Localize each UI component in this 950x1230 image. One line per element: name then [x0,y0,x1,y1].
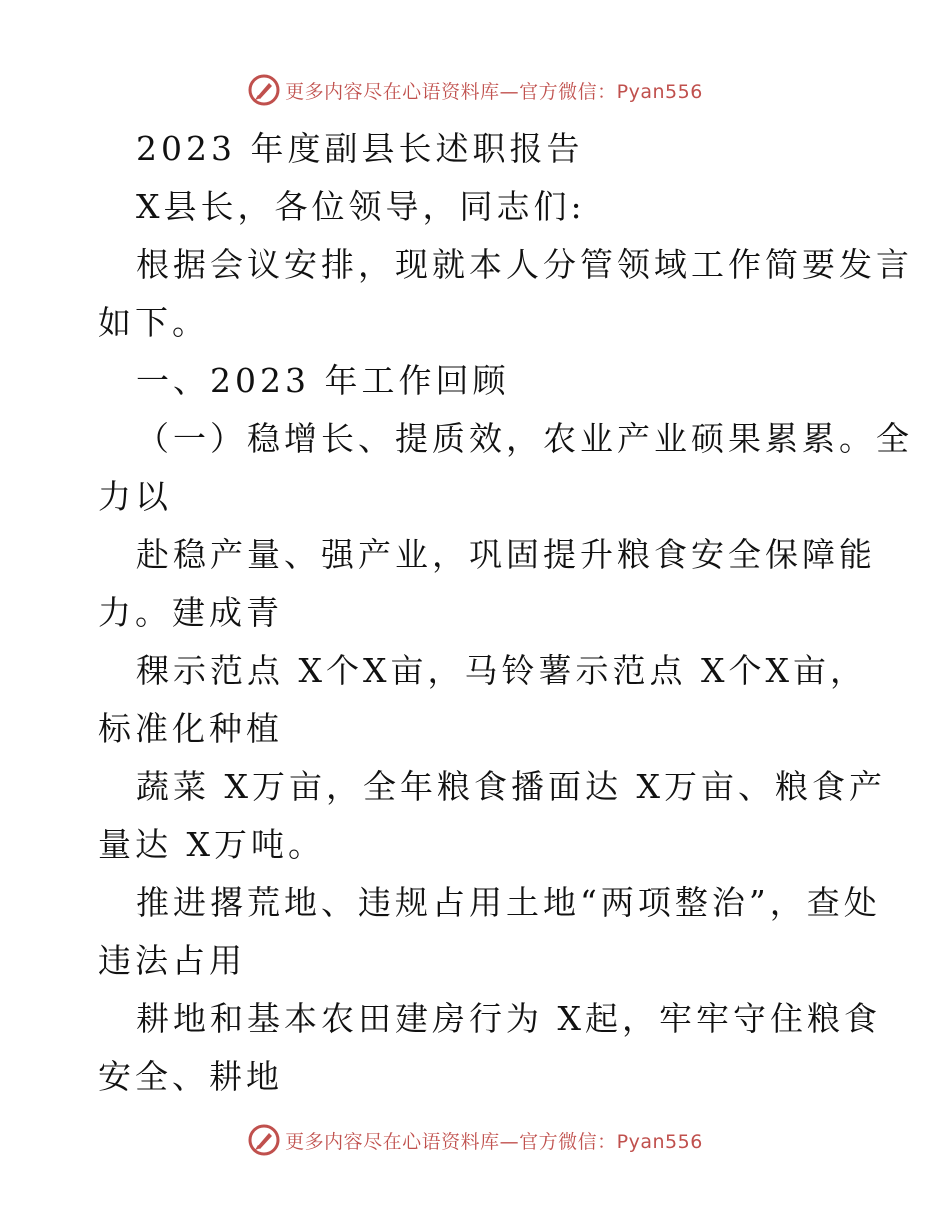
paragraph-line: 力。建成青 [98,593,283,632]
paragraph-line: 量达 X万吨。 [98,825,325,864]
section-heading: 一、2023 年工作回顾 [136,361,510,400]
paragraph-line: 力以 [98,477,172,516]
pen-circle-logo-icon [247,73,281,107]
paragraph-line: 稞示范点 X个X亩，马铃薯示范点 X个X亩， [136,651,867,690]
watermark-text: 更多内容尽在心语资料库—官方微信：Pyan556 [285,80,703,103]
paragraph-line: 根据会议安排，现就本人分管领域工作简要发言 [136,245,913,284]
paragraph-line: 耕地和基本农田建房行为 X起，牢牢守住粮食 [136,999,881,1038]
paragraph-line: 违法占用 [98,941,246,980]
paragraph-line: 推进撂荒地、违规占用土地“两项整治”，查处 [136,883,881,922]
document-title: 2023 年度副县长述职报告 [136,129,584,168]
paragraph-line: 赴稳产量、强产业，巩固提升粮食安全保障能 [136,535,876,574]
paragraph-line: 安全、耕地 [98,1057,283,1096]
pen-circle-logo-icon [247,1123,281,1157]
paragraph-line: 蔬菜 X万亩，全年粮食播面达 X万亩、粮食产 [136,767,886,806]
salutation: X县长，各位领导，同志们: [136,187,586,226]
subsection-heading: （一）稳增长、提质效，农业产业硕果累累。全 [136,419,913,458]
paragraph-line: 如下。 [98,303,209,342]
footer-watermark-banner [0,1120,950,1160]
header-watermark-banner [0,70,950,110]
paragraph-line: 标准化种植 [98,709,283,748]
watermark-text: 更多内容尽在心语资料库—官方微信：Pyan556 [285,1130,703,1153]
document-body [98,120,913,1106]
